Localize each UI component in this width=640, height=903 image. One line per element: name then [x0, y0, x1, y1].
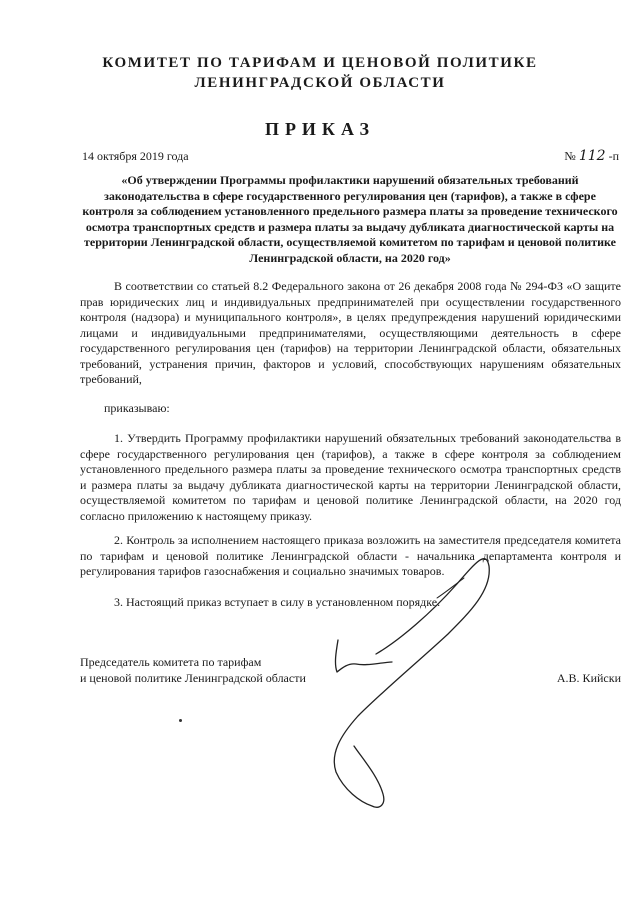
document-subject: «Об утверждении Программы профилактики нарушений обязательных требований законодательства в сфере государственного регулирования цен (тарифов), а также в сфере контроля за соблюдением установленного предельного размера платы за проведение технического осмотра транспортных средств и размера платы за выдачу дубликата диагностической карты на территории Ленинградской области, осуществляемой комитетом по тарифам и ценовой политике Ленинградской области, на 2020 год»: [82, 173, 618, 265]
handwritten-number: 112: [578, 148, 606, 164]
document-title: ПРИКАЗ: [264, 119, 376, 139]
orders-word: приказываю:: [104, 401, 170, 415]
org-name-line-1: КОМИТЕТ ПО ТАРИФАМ И ЦЕНОВОЙ ПОЛИТИКЕ: [102, 55, 538, 71]
signatory-position: [80, 655, 306, 686]
order-item-3: 3. Настоящий приказ вступает в силу в установленном порядке.: [114, 595, 441, 609]
organization-header: [0, 53, 640, 93]
document-date: 14 октября 2019 года: [82, 149, 189, 163]
signatory-position-line-1: Председатель комитета по тарифам: [80, 655, 262, 669]
signatory-position-line-2: и ценовой политике Ленинградской области: [80, 670, 306, 685]
org-name-line-2: ЛЕНИНГРАДСКОЙ ОБЛАСТИ: [194, 75, 446, 91]
document-number: [564, 148, 619, 164]
number-suffix: -п: [608, 149, 619, 163]
number-prefix: №: [564, 149, 576, 163]
preamble-paragraph: В соответствии со статьей 8.2 Федерального закона от 26 декабря 2008 года № 294-ФЗ «О защите прав юридических лиц и индивидуальных предпринимателей при осуществлении государственного контроля (надзора) и муниципального контроля», в целях предупреждения нарушений юридическими лицами и индивидуальными предпринимателями, осуществляющими деятельность в сфере государственного регулирования цен (тарифов) на территории Ленинградской области, обязательных требований, устранения причин, факторов и условий, способствующих нарушениям обязательных требований,: [80, 279, 621, 386]
order-item-1: 1. Утвердить Программу профилактики нарушений обязательных требований законодательства в сфере государственного регулирования цен (тарифов), а также в сфере контроля за соблюдением установленного предельного размера платы за проведение технического осмотра транспортных средств и размера платы за выдачу дубликата диагностической карты на территории Ленинградской области, осуществляемой комитетом по тарифам и ценовой политике Ленинградской области, на 2020 год согласно приложению к настоящему приказу.: [80, 431, 621, 523]
signatory-name: А.В. Кийски: [556, 671, 621, 685]
order-item-2: 2. Контроль за исполнением настоящего приказа возложить на заместителя председателя комитета по тарифам и ценовой политике Ленинградской области - начальника департамента контроля и регулирования тарифов газоснабжения и социально значимых товаров.: [80, 533, 621, 578]
ink-speck: [179, 719, 182, 722]
